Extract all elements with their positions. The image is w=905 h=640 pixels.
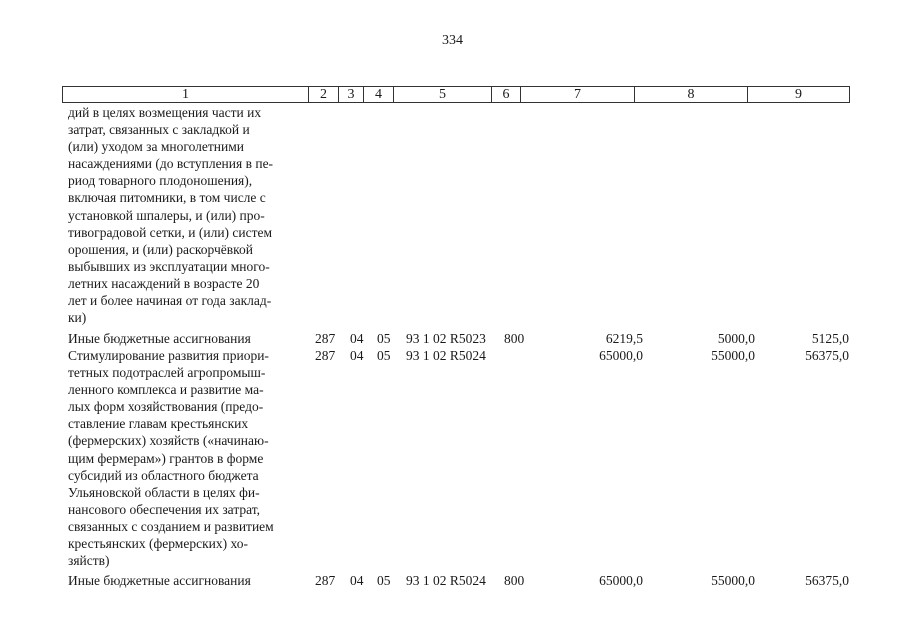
description-block-1 <box>68 104 304 326</box>
description-line: включая питомники, в том числе с <box>68 190 266 206</box>
cell-col-4: 05 <box>377 348 391 363</box>
cell-col-5: 93 1 02 R5023 <box>406 331 486 346</box>
cell-col-3: 04 <box>350 348 364 363</box>
description-line: орошения, и (или) раскорчёвкой <box>68 241 253 257</box>
cell-col-9: 56375,0 <box>805 573 849 588</box>
description-line: лет и более начиная от года заклад- <box>68 293 272 309</box>
header-col-3: 3 <box>339 87 364 102</box>
description-line: затрат, связанных с закладкой и <box>68 122 250 138</box>
header-col-9: 9 <box>795 87 802 102</box>
description-line: летних насаждений в возрасте 20 <box>68 275 260 291</box>
cell-col-7: 65000,0 <box>599 348 643 363</box>
cell-col-5: 93 1 02 R5024 <box>406 573 486 588</box>
description-line: зяйств) <box>68 553 110 569</box>
cell-col-4: 05 <box>377 573 391 588</box>
description-line: субсидий из областного бюджета <box>68 467 259 483</box>
table-row-3 <box>0 572 905 589</box>
description-line: ставление главам крестьянских <box>68 416 249 432</box>
description-line: дий в целях возмещения части их <box>68 105 262 120</box>
table-row-1 <box>0 330 905 347</box>
description-line: выбывших из эксплуатации много- <box>68 258 270 274</box>
cell-col-8: 5000,0 <box>717 331 755 346</box>
cell-col-5: 93 1 02 R5024 <box>406 348 486 363</box>
description-line: тивоградовой сетки, и (или) систем <box>68 224 273 240</box>
description-line: щим фермерам») грантов в форме <box>68 450 264 466</box>
description-line: крестьянских (фермерских) хо- <box>68 536 248 552</box>
cell-col-7: 65000,0 <box>599 573 643 588</box>
row-name: Иные бюджетные ассигнования <box>68 573 251 588</box>
cell-col-2: 287 <box>315 348 336 363</box>
cell-col-8: 55000,0 <box>711 573 755 588</box>
description-block-2 <box>68 347 304 569</box>
header-col-7: 7 <box>521 87 635 102</box>
header-col-2: 2 <box>309 87 339 102</box>
description-line: тетных подотраслей агропромыш- <box>68 365 266 381</box>
cell-col-3: 04 <box>350 573 364 588</box>
cell-col-4: 05 <box>377 331 391 346</box>
description-line: Ульяновской области в целях фи- <box>68 484 260 500</box>
cell-col-8: 55000,0 <box>711 348 755 363</box>
description-line: ки) <box>68 310 87 326</box>
description-line: риод товарного плодоношения), <box>68 173 253 189</box>
cell-col-6: 800 <box>504 331 525 346</box>
description-line: установкой шпалеры, и (или) про- <box>68 207 265 223</box>
cell-col-9: 56375,0 <box>805 348 849 363</box>
cell-col-7: 6219,5 <box>605 331 643 346</box>
cell-col-2: 287 <box>315 573 336 588</box>
header-col-8: 8 <box>635 87 748 102</box>
description-line: ленного комплекса и развитие ма- <box>68 382 264 398</box>
cell-col-3: 04 <box>350 331 364 346</box>
description-line: связанных с созданием и развитием <box>68 518 274 534</box>
row-name: Иные бюджетные ассигнования <box>68 331 251 346</box>
cell-col-2: 287 <box>315 331 336 346</box>
header-col-4: 4 <box>364 87 394 102</box>
description-line: нансового обеспечения их затрат, <box>68 501 261 517</box>
cell-col-9: 5125,0 <box>811 331 849 346</box>
header-col-6: 6 <box>492 87 521 102</box>
page-number: 334 <box>442 33 463 48</box>
description-line: Стимулирование развития приори- <box>68 348 269 363</box>
description-line: насаждениями (до вступления в пе- <box>68 156 274 172</box>
header-col-5: 5 <box>394 87 492 102</box>
description-line: (фермерских) хозяйств («начинаю- <box>68 433 269 449</box>
header-col-1: 1 <box>63 87 309 102</box>
description-line: (или) уходом за многолетними <box>68 139 245 155</box>
table-header-row <box>62 86 850 103</box>
cell-col-6: 800 <box>504 573 525 588</box>
description-line: лых форм хозяйствования (предо- <box>68 399 264 415</box>
